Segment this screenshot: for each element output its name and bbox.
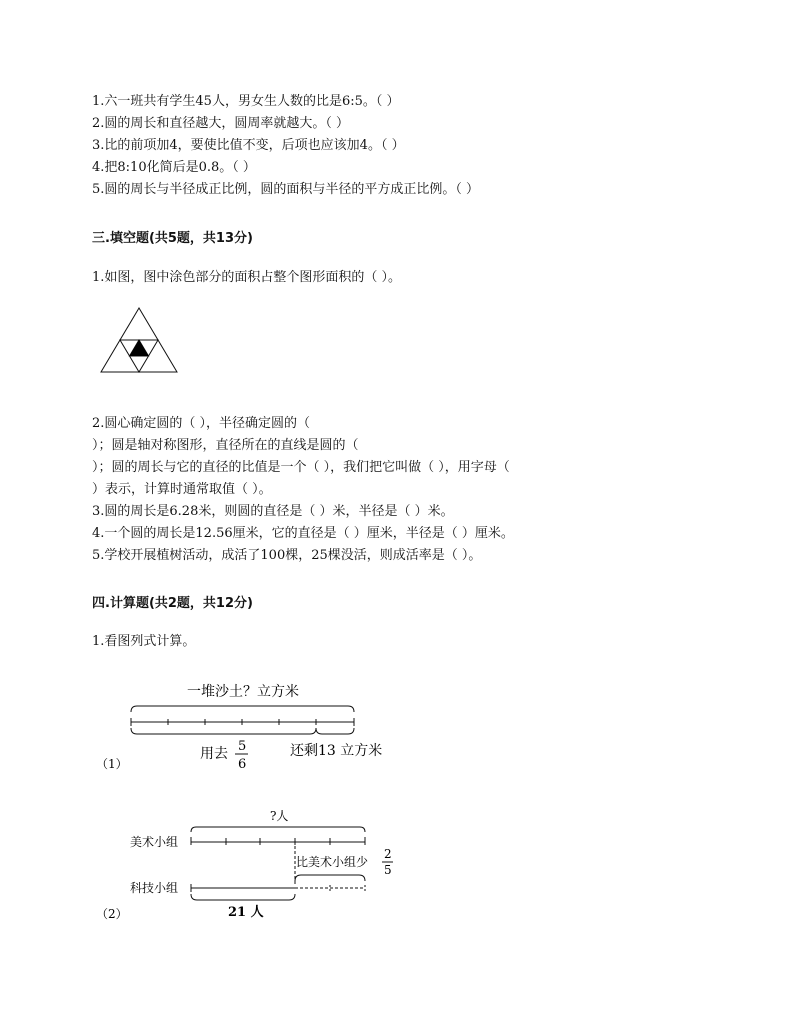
d1-label: （1）	[96, 757, 128, 771]
diagram-1	[90, 676, 410, 776]
fill-q1: 1.如图，图中涂色部分的面积占整个图形面积的（ ）。	[92, 270, 402, 285]
d1-top-label: 一堆沙土？立方米	[187, 684, 299, 700]
d1-used-label: 用去	[200, 746, 228, 762]
d2-label: （2）	[96, 907, 128, 921]
judge-item-5: 5.圆的周长与半径成正比例，圆的面积与半径的平方成正比例。（ ）	[92, 182, 480, 197]
section-title-calc: 四.计算题(共2题，共12分)	[92, 596, 253, 611]
section-title-fill: 三.填空题(共5题，共13分)	[92, 231, 253, 246]
fill-q2-line-3: ）；圆的周长与它的直径的比值是一个（ ），我们把它叫做（ ），用字母（	[92, 460, 510, 475]
judge-item-3: 3.比的前项加4，要使比值不变，后项也应该加4。（ ）	[92, 138, 405, 153]
calc-q1: 1.看图列式计算。	[92, 634, 196, 649]
d2-row-art: 美术小组	[130, 835, 179, 849]
fill-q4: 4.一个圆的周长是12.56厘米，它的直径是（ ）厘米，半径是（ ）厘米。	[92, 526, 514, 541]
fill-q5: 5.学校开展植树活动，成活了100棵，25棵没活，则成活率是（ ）。	[92, 548, 482, 563]
d2-frac-num: 2	[384, 847, 392, 861]
fill-q3: 3.圆的周长是6.28米，则圆的直径是（ ）米，半径是（ ）米。	[92, 504, 454, 519]
d1-remain-label: 还剩13 立方米	[290, 743, 383, 759]
fill-q2-line-2: ）；圆是轴对称图形，直径所在的直线是圆的（	[92, 438, 359, 453]
fill-q2-line-4: ）表示，计算时通常取值（ ）。	[92, 482, 272, 497]
triangle-figure	[98, 306, 184, 374]
d2-row-tech: 科技小组	[130, 881, 179, 895]
judge-item-4: 4.把8:10化简后是0.8。（ ）	[92, 160, 256, 175]
d1-frac-den: 6	[238, 757, 247, 772]
fill-q2-line-1: 2.圆心确定圆的（ ），半径确定圆的（	[92, 416, 311, 431]
diagram-2	[90, 806, 410, 926]
d2-compare-label: 比美术小组少	[296, 855, 369, 869]
d2-top-label: ?人	[270, 809, 289, 823]
judge-item-1: 1.六一班共有学生45人，男女生人数的比是6:5。（ ）	[92, 94, 400, 109]
judge-item-2: 2.圆的周长和直径越大，圆周率就越大。（ ）	[92, 116, 350, 131]
d1-frac-num: 5	[238, 739, 247, 754]
d2-frac-den: 5	[384, 863, 392, 877]
shaded-triangle	[130, 340, 149, 356]
d2-bottom-label: 21 人	[228, 905, 264, 920]
